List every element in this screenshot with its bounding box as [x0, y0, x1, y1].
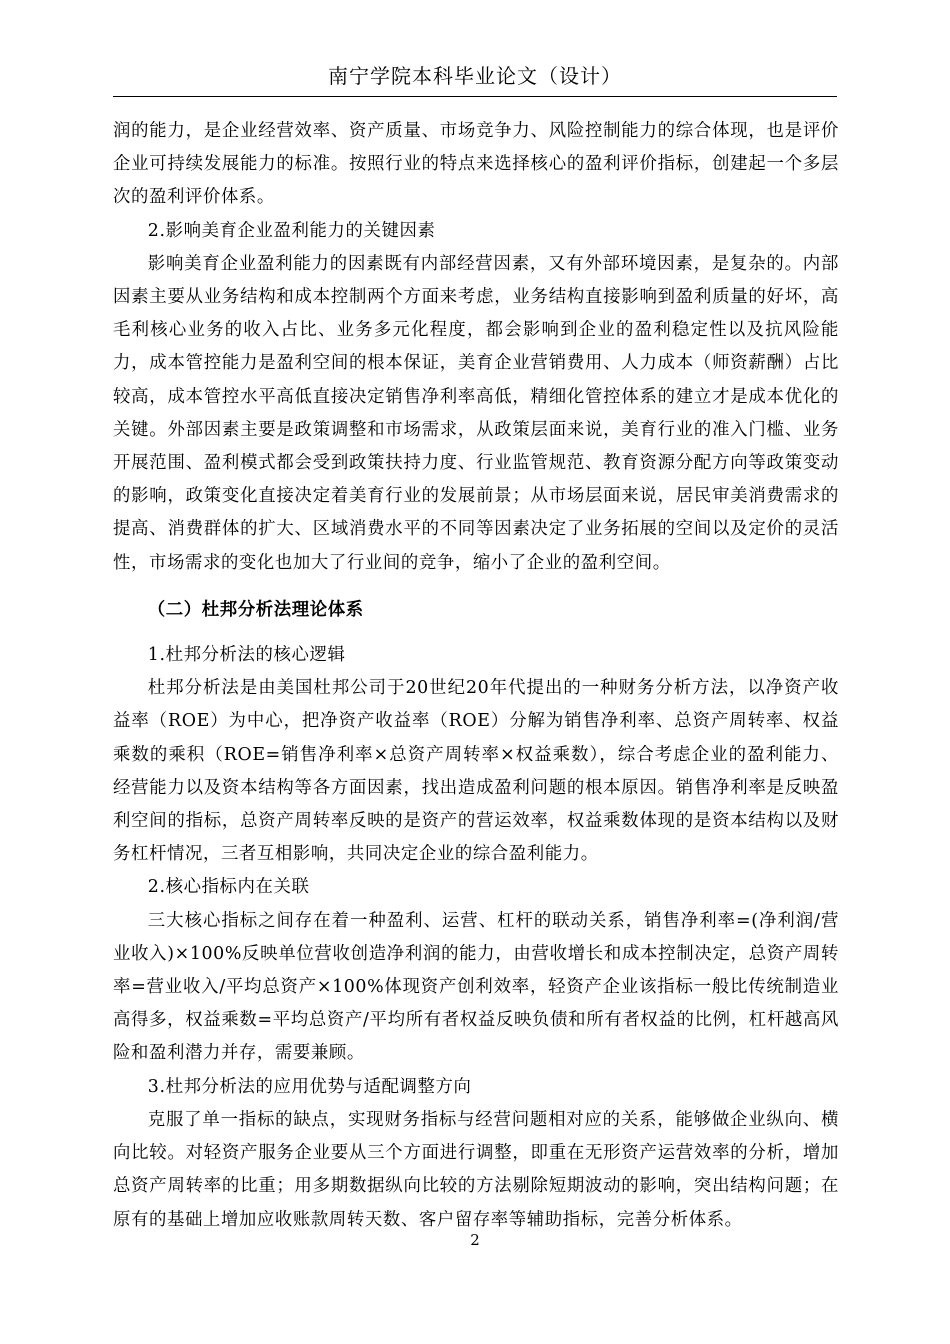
subheading-application-advantages: 3.杜邦分析法的应用优势与适配调整方向 — [147, 1076, 472, 1097]
subheading-core-logic: 1.杜邦分析法的核心逻辑 — [147, 645, 346, 666]
paragraph-indicator-relation: 三大核心指标之间存在着一种盈利、运营、杠杆的联动关系，销售净利率=(净利润/营业收入)×100%反映单位营收创造净利润的能力，由营收增长和成本控制决定，总资产周转率=营业收入/平均总资产×100%体现资产创利效率，轻资产企业该指标一般比传统制造业高得多，权益乘数=平均总资产/平均所有者权益反映负债和所有者权益的比例，杠杆越高风险和盈利潜力并存，需要兼顾。 — [113, 910, 839, 1064]
document-body — [113, 115, 839, 1237]
subheading-indicator-relation: 2.核心指标内在关联 — [147, 877, 310, 898]
section-heading-dupont-theory: （二）杜邦分析法理论体系 — [147, 599, 364, 620]
paragraph-core-logic: 杜邦分析法是由美国杜邦公司于20世纪20年代提出的一种财务分析方法，以净资产收益率（ROE）为中心，把净资产收益率（ROE）分解为销售净利率、总资产周转率、权益乘数的乘积（ROE=销售净利率×总资产周转率×权益乘数），综合考虑企业的盈利能力、经营能力以及资本结构等各方面因素，找出造成盈利问题的根本原因。销售净利率是反映盈利空间的指标，总资产周转率反映的是资产的营运效率，权益乘数体现的是资本结构以及财务杠杆情况，三者互相影响，共同决定企业的综合盈利能力。 — [113, 678, 839, 865]
paragraph-key-factors: 影响美育企业盈利能力的因素既有内部经营因素，又有外部环境因素，是复杂的。内部因素主要从业务结构和成本控制两个方面来考虑，业务结构直接影响到盈利质量的好坏，高毛利核心业务的收入占比、业务多元化程度，都会影响到企业的盈利稳定性以及抗风险能力，成本管控能力是盈利空间的根本保证，美育企业营销费用、人力成本（师资薪酬）占比较高，成本管控水平高低直接决定销售净利率高低，精细化管控体系的建立才是成本优化的关键。外部因素主要是政策调整和市场需求，从政策层面来说，美育行业的准入门槛、业务开展范围、盈利模式都会受到政策扶持力度、行业监管规范、教育资源分配方向等政策变动的影响，政策变化直接决定着美育行业的发展前景；从市场层面来说，居民审美消费需求的提高、消费群体的扩大、区域消费水平的不同等因素决定了业务拓展的空间以及定价的灵活性，市场需求的变化也加大了行业间的竞争，缩小了企业的盈利空间。 — [113, 253, 839, 573]
page-header-title: 南宁学院本科毕业论文（设计） — [328, 64, 622, 88]
subheading-key-factors: 2.影响美育企业盈利能力的关键因素 — [147, 220, 436, 241]
paragraph-continued: 润的能力，是企业经营效率、资产质量、市场竞争力、风险控制能力的综合体现，也是评价企业可持续发展能力的标准。按照行业的特点来选择核心的盈利评价指标，创建起一个多层次的盈利评价体系。 — [113, 121, 839, 208]
page-number: 2 — [470, 1231, 480, 1249]
header-divider — [113, 96, 837, 97]
paragraph-application-advantages: 克服了单一指标的缺点，实现财务指标与经营问题相对应的关系，能够做企业纵向、横向比较。对轻资产服务企业要从三个方面进行调整，即重在无形资产运营效率的分析，增加总资产周转率的比重；用多期数据纵向比较的方法剔除短期波动的影响，突出结构问题；在原有的基础上增加应收账款周转天数、客户留存率等辅助指标，完善分析体系。 — [113, 1109, 839, 1230]
